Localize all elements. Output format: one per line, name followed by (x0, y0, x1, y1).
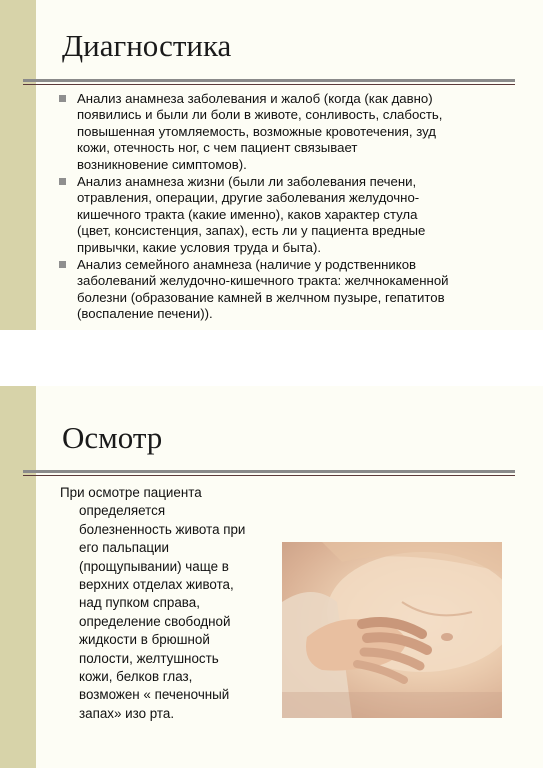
bullet-line: болезни (образование камней в желчном пузыре, гепатитов (77, 289, 445, 305)
slide-examination (0, 386, 543, 768)
bullet-line: повышенная утомляемость, возможные кровотечения, зуд (77, 123, 436, 139)
bullet-list (58, 91, 523, 324)
title-divider-gray (23, 470, 515, 473)
square-bullet-icon (59, 261, 66, 268)
paragraph-line: полости, желтушность (79, 650, 219, 666)
title-divider-gray (23, 79, 515, 82)
paragraph-line: При осмотре пациента (60, 485, 202, 500)
bullet-line: Анализ анамнеза жизни (были ли заболевания печени, (77, 174, 417, 190)
paragraph-line: кожи, белков глаз, (79, 669, 193, 685)
slide-diagnostics (0, 0, 543, 330)
title-divider-dark (23, 475, 515, 476)
paragraph-line: определяется (79, 503, 166, 519)
paragraph-line: (прощупывании) чаще в (79, 558, 229, 574)
bullet-line: Анализ семейного анамнеза (наличие у родственников (77, 257, 417, 273)
bullet-line: заболеваний желудочно-кишечного тракта: желчнокаменной (77, 273, 449, 289)
bullet-line: кишечного тракта (какие именно), каков характер стула (77, 206, 418, 222)
bullet-item (58, 257, 523, 323)
slide-title: Осмотр (62, 420, 163, 455)
left-accent-band (0, 0, 36, 330)
paragraph-line: болезненность живота при (79, 521, 246, 537)
left-accent-band (0, 386, 36, 768)
bullet-item (58, 91, 523, 173)
slide-title: Диагностика (62, 28, 232, 63)
paragraph-line: жидкости в брюшной (79, 632, 210, 648)
paragraph-line: его пальпации (79, 540, 170, 556)
bullet-line: Анализ анамнеза заболевания и жалоб (когда (как давно) (77, 91, 433, 106)
bullet-line: (цвет, консистенция, запах), есть ли у пациента вредные (77, 223, 426, 239)
paragraph-line: запах» изо рта. (79, 705, 175, 721)
bullet-line: (воспаление печени)). (77, 306, 213, 322)
palpation-illustration (282, 542, 502, 718)
paragraph-line: над пупком справа, (79, 595, 200, 611)
bullet-item (58, 174, 523, 256)
slide-gap (0, 330, 543, 386)
square-bullet-icon (59, 95, 66, 102)
examination-paragraph (60, 484, 290, 723)
bullet-line: привычки, какие условия труда и быта). (77, 239, 322, 255)
title-divider-dark (23, 84, 515, 85)
paragraph-line: возможен « печеночный (79, 687, 230, 703)
bullet-line: появились и были ли боли в животе, сонливость, слабость, (77, 107, 443, 123)
bullet-line: возникновение симптомов). (77, 156, 247, 172)
paragraph-line: верхних отделах живота, (79, 577, 234, 593)
square-bullet-icon (59, 178, 66, 185)
bullet-line: кожи, отечность ног, с чем пациент связывает (77, 140, 358, 156)
paragraph-line: определение свободной (79, 613, 231, 629)
bullet-line: отравления, операции, другие заболевания желудочно- (77, 190, 420, 206)
abdominal-palpation-photo (282, 542, 502, 718)
